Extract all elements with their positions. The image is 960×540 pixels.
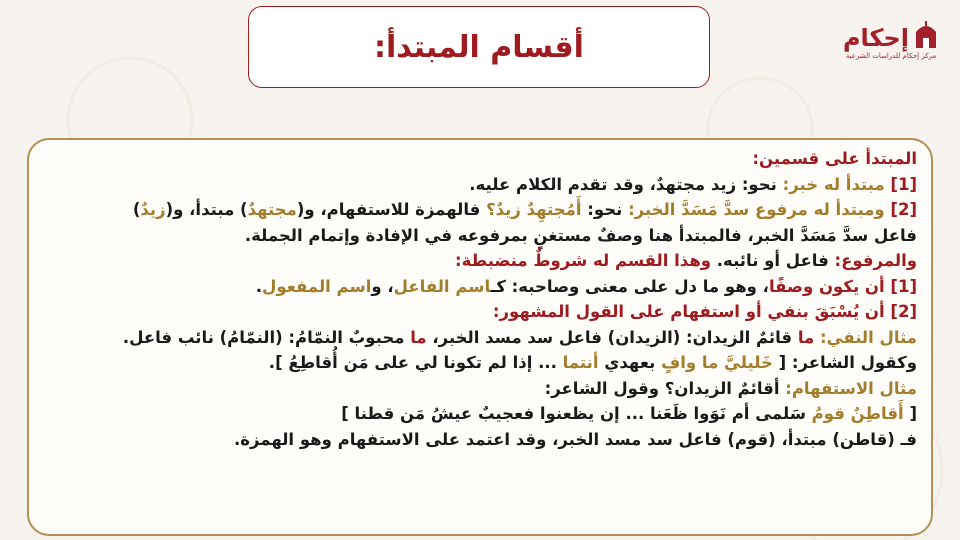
text-segment: [2] (884, 200, 917, 219)
mosque-icon (913, 20, 939, 50)
text-line (43, 325, 917, 351)
page-title: أقسام المبتدأ: (374, 29, 584, 65)
text-segment: ) مبتدأ، و( (165, 200, 248, 219)
text-segment: نحو: (581, 200, 629, 219)
text-segment: مثال الاستفهام: (779, 378, 917, 398)
text-line (43, 350, 917, 376)
text-segment: اسم الفاعل (393, 276, 491, 296)
text-segment: سَلمى أم نَوَوا ظَعَنا ... إن يظعنوا فعجيبٌ عيشُ مَن قطنا ] (341, 404, 812, 423)
text-line (43, 274, 917, 300)
text-segment: ... إذا لم تكونا لي على مَن أُقاطِعُ ]. (268, 353, 563, 372)
text-segment: ، و (371, 276, 394, 296)
text-segment: أَمُجتهِدٌ زيدٌ؟ (486, 200, 582, 219)
text-line (43, 223, 917, 249)
logo-tagline: مركز إحكام للدراسات الشرعية (845, 52, 937, 60)
logo-mark (843, 20, 939, 50)
content-box (27, 138, 933, 536)
text-segment: اسم المفعول (262, 276, 372, 296)
text-segment: أَقاطِنٌ قومُ (811, 404, 904, 423)
text-line (43, 427, 917, 453)
text-segment: [1] أن يكون وصفًا (768, 276, 917, 296)
text-segment: فاعل سدَّ مَسَدَّ الخبر، فالمبتدأ هنا وصفٌ مستغنٍ بمرفوعه في الإفادة وإتمام الجملة. (244, 225, 917, 245)
text-segment: مثال النفي: (814, 327, 917, 347)
text-segment: . (255, 276, 263, 296)
text-segment: ومبتدأ له مرفوع سدَّ مَسَدَّ الخبر: (628, 200, 885, 219)
text-line (43, 172, 917, 198)
text-segment: قائمٌ الزيدان: (الزيدان) فاعل سد مسد الخبر، (426, 327, 798, 347)
text-line (43, 146, 917, 172)
text-segment: فاعل أو نائبه. (711, 251, 829, 270)
text-line (43, 401, 917, 427)
title-banner (248, 6, 710, 88)
logo (836, 20, 946, 90)
text-segment: خَليليَّ ما وافٍ (661, 353, 773, 372)
text-line (43, 248, 917, 274)
text-segment: والمرفوع: (828, 251, 917, 270)
text-segment: زيدٌ (140, 200, 166, 219)
text-segment: أنتما (562, 353, 599, 372)
text-segment: المبتدأ على قسمين: (752, 149, 917, 168)
text-segment: ) (132, 200, 141, 219)
text-line (43, 197, 917, 223)
text-segment: فـ (قاطن) مبتدأ، (قوم) فاعل سد مسد الخبر، وقد اعتمد على الاستفهام وهو الهمزة. (234, 429, 917, 449)
text-segment: أقائمٌ الزيدان؟ وقول الشاعر: (544, 378, 780, 398)
text-segment: نحو: زيد مجتهدٌ، وقد تقدم الكلام عليه. (469, 174, 783, 194)
text-line (43, 376, 917, 402)
text-segment: [ (903, 404, 917, 423)
text-segment: [1] (884, 174, 917, 194)
text-segment: مبتدأ له خبر: (782, 174, 885, 194)
text-segment: وكقول الشاعر: [ (772, 353, 917, 372)
text-segment: محبوبٌ النمّامُ: (النمّامُ) نائب فاعل. (122, 327, 411, 347)
logo-word: إحكام (842, 24, 910, 52)
text-segment: ما (410, 327, 427, 347)
text-segment: فالهمزة للاستفهام، و( (296, 200, 487, 219)
text-segment: ، وهو ما دل على معنى وصاحبه: كـ (490, 276, 769, 296)
text-line (43, 299, 917, 325)
text-segment: وهذا القسم له شروطٌ منضبطة: (455, 251, 712, 270)
text-segment: ما (797, 327, 815, 347)
text-segment: مجتهدٌ (247, 200, 297, 219)
text-segment: [2] أن يُسْبَقَ بنفي أو استفهام على القول المشهور: (492, 302, 917, 321)
text-segment: بعهدي (598, 353, 662, 372)
